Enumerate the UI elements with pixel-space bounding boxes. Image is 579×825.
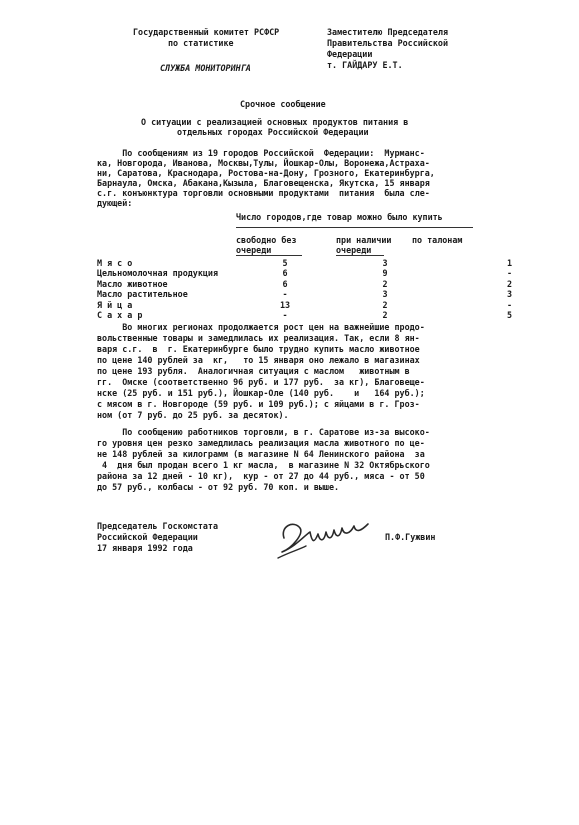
table-header-free-2: очереди [236, 245, 272, 255]
product-cell: Цельномолочная продукция [97, 268, 219, 279]
document-subject-2: отдельных городах Российской Федерации [177, 127, 369, 137]
body-line: гг. Омске (соответственно 96 руб. и 177 руб. за кг), Благовеще- [97, 377, 425, 387]
body-line: не 148 рублей за килограмм (в магазине N 64 Ленинского района за [97, 449, 425, 459]
body-line: го уровня цен резко замедлилась реализация масла животного по це- [97, 438, 425, 448]
table-row [97, 289, 530, 299]
coupons-cell: 2 [506, 278, 512, 289]
table-row [97, 258, 530, 268]
intro-line: Барнаула, Омска, Абакана,Кызыла, Благовещенска, Якутска, 15 января [97, 178, 430, 188]
coupons-cell: 5 [506, 310, 512, 321]
table-header-rule-queue [336, 255, 384, 256]
signatory-position-2: Российской Федерации [97, 532, 198, 542]
table-caption: Число городов,где товар можно было купить [236, 212, 443, 222]
table-row [97, 268, 530, 278]
table-header-queue-1: при наличии [336, 235, 392, 245]
addressee-line-3: Федерации [327, 49, 373, 59]
body-line: Во многих регионах продолжается рост цен на важнейшие продо- [97, 322, 425, 332]
coupons-cell: - [506, 299, 512, 310]
body-line: с мясом в г. Новгороде (59 руб. и 109 руб.); с яйцами в г. Гроз- [97, 399, 420, 409]
signatory-position-1: Председатель Госкомстата [97, 521, 219, 531]
table-caption-rule [236, 227, 473, 228]
table-header-rule-free [236, 255, 302, 256]
product-cell: С а х а р [97, 310, 143, 321]
coupons-cell: 1 [506, 258, 512, 268]
table-row [97, 300, 530, 310]
table-row [97, 310, 530, 320]
queue-cell: 9 [382, 268, 388, 279]
product-cell: М я с о [97, 258, 133, 268]
body-line: 4 дня был продан всего 1 кг масла, в магазине N 32 Октябрьского [97, 460, 430, 470]
table-header-coupons: по талонам [412, 235, 463, 245]
intro-line: ни, Саратова, Краснодара, Ростова-на-Дону, Грозного, Екатеринбурга, [97, 168, 435, 178]
body-line: до 57 руб., колбасы - от 92 руб. 70 коп. и выше. [97, 482, 340, 492]
product-cell: Масло животное [97, 278, 168, 289]
free-cell: 6 [282, 268, 288, 279]
queue-cell: 3 [382, 258, 388, 268]
product-cell: Масло растительное [97, 289, 188, 300]
coupons-cell: 3 [506, 289, 512, 300]
body-line: по цене 193 рубля. Аналогичная ситуация с маслом животным в [97, 366, 410, 376]
sender-line-2: по статистике [168, 38, 234, 48]
free-cell: 13 [279, 299, 291, 310]
signatory-name: П.Ф.Гужвин [385, 532, 436, 542]
free-cell: - [282, 289, 288, 300]
addressee-line-1: Заместителю Председателя [327, 27, 449, 37]
handwritten-signature [270, 508, 380, 563]
free-cell: 6 [282, 278, 288, 289]
body-line: района за 12 дней - 10 кг), кур - от 27 до 44 руб., мяса - от 50 [97, 471, 425, 481]
coupons-cell: - [506, 268, 512, 279]
free-cell: 5 [282, 258, 288, 268]
queue-cell: 3 [382, 289, 388, 300]
queue-cell: 2 [382, 310, 388, 321]
queue-cell: 2 [382, 299, 388, 310]
body-line: нске (25 руб. и 151 руб.), Йошкар-Оле (140 руб. и 164 руб.); [97, 388, 425, 398]
table-header-queue-2: очереди [336, 245, 372, 255]
product-cell: Я й ц а [97, 299, 133, 310]
body-line: вольственные товары и замедлилась их реализация. Так, если 8 ян- [97, 333, 420, 343]
body-line: ном (от 7 руб. до 25 руб. за десяток). [97, 410, 289, 420]
body-line: По сообщению работников торговли, в г. Саратове из-за высоко- [97, 427, 430, 437]
intro-line: ка, Новгорода, Иванова, Москвы,Тулы, Йошкар-Олы, Воронежа,Астраха- [97, 158, 430, 168]
body-line: варя с.г. в г. Екатеринбурге было трудно купить масло животное [97, 344, 420, 354]
free-cell: - [282, 310, 288, 321]
body-line: по цене 140 рублей за кг, то 15 января оно лежало в магазинах [97, 355, 420, 365]
addressee-line-2: Правительства Российской [327, 38, 449, 48]
goods-table [97, 258, 530, 320]
service-name: СЛУЖБА МОНИТОРИНГА [160, 63, 251, 73]
intro-line: с.г. конъюнктура торговли основными продуктами питания была сле- [97, 188, 430, 198]
addressee-line-4: т. ГАЙДАРУ Е.Т. [327, 60, 403, 70]
document-kind: Срочное сообщение [240, 99, 326, 109]
queue-cell: 2 [382, 278, 388, 289]
signature-date: 17 января 1992 года [97, 543, 193, 553]
sender-line-1: Государственный комитет РСФСР [133, 27, 280, 37]
table-row [97, 279, 530, 289]
intro-line: По сообщениям из 19 городов Российской Федерации: Мурманс- [97, 148, 425, 158]
document-subject-1: О ситуации с реализацией основных продуктов питания в [141, 117, 409, 127]
table-header-free-1: свободно без [236, 235, 297, 245]
intro-line: дующей: [97, 198, 133, 208]
